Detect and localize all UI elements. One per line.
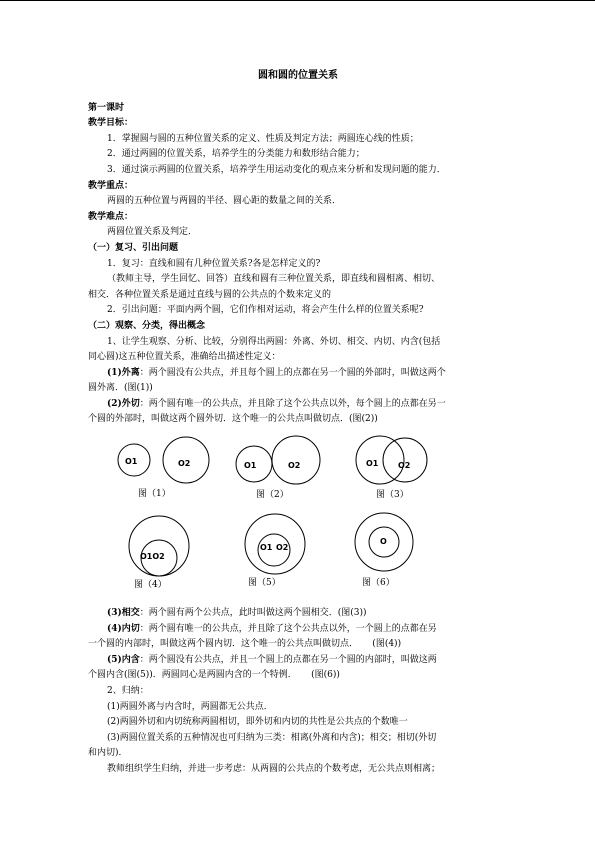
paragraph-continued: 相交．各种位置关系是通过直线与圆的公共点的个数来定义的 — [88, 289, 332, 300]
goals-heading: 教学目标： — [88, 118, 134, 129]
center-label: O2 — [276, 543, 289, 553]
figure-6 — [350, 510, 420, 594]
center-label: O1 — [125, 457, 138, 467]
term: (2)外切 — [107, 398, 140, 409]
definition-text: ：两个圆有两个公共点，此时叫做这两个圆相交．(图(3)) — [139, 608, 367, 619]
paragraph: 2．引出问题：平面内两个圆，它们作相对运动，将会产生什么样的位置关系呢? — [107, 305, 424, 316]
key-heading: 教学重点： — [88, 180, 134, 191]
figure-caption: 图（2） — [256, 490, 289, 501]
definition-external-tangent — [88, 397, 508, 413]
definition-containing — [88, 653, 508, 669]
center-label: O1 — [260, 543, 273, 553]
definition-text: ：两个圆有唯一的公共点，并且除了这个公共点以外，一个圆上的点都在另 — [139, 623, 437, 634]
term: (4)内切 — [107, 623, 140, 634]
figure-4 — [126, 512, 196, 594]
definition-external-separate — [88, 366, 508, 382]
summary-item: (2)两圆外切和内切统称两圆相切，即外切和内切的共性是公共点的个数唯一 — [107, 717, 408, 728]
figure-caption: 图（1） — [138, 489, 171, 500]
top-rule — [0, 0, 595, 1]
difficulty-text: 两圆位置关系及判定． — [107, 227, 198, 238]
paragraph: （教师主导，学生回忆、回答）直线和圆有三种位置关系，即直线和圆相离、相切、 — [107, 274, 441, 285]
figure-1 — [112, 434, 222, 504]
term: (3)相交 — [107, 608, 140, 619]
figure-caption: 图（3） — [376, 490, 409, 501]
center-label: O1 — [366, 459, 379, 469]
center-label: O2 — [398, 461, 411, 471]
goal-item: 2．通过两圆的位置关系，培养学生的分类能力和数形结合能力； — [107, 149, 365, 160]
paragraph-continued: 同心圆)这五种位置关系，准确给出描述性定义： — [88, 352, 281, 363]
difficulty-heading: 教学难点： — [88, 211, 134, 222]
definition-continued: 圆外离．(图(1)) — [88, 383, 153, 394]
figure-2 — [230, 430, 330, 504]
term: (5)内含 — [107, 654, 140, 665]
figure-caption: 图（5） — [248, 578, 281, 589]
definition-internal-tangent — [88, 622, 508, 638]
term: (1)外离 — [107, 367, 140, 378]
center-label: O1 — [244, 461, 257, 471]
summary-item: (1)两圆外离与内含时，两圆都无公共点． — [107, 701, 273, 712]
paragraph: 1．复习：直线和圆有几种位置关系?各是怎样定义的? — [107, 258, 321, 269]
center-label: O2 — [288, 461, 301, 471]
figure-5 — [242, 510, 312, 594]
definition-intersecting — [88, 606, 508, 622]
summary-continued: 和内切)． — [88, 748, 128, 759]
summary-item: (3)两圆位置关系的五种情况也可归纳为三类：相离(外离和内含)；相交；相切(外切 — [107, 732, 437, 743]
definition-continued: 个圆内含(图(5))．两圆同心是两圆内含的一个特例． (图(6)) — [88, 670, 340, 681]
center-label: O2 — [178, 459, 191, 469]
key-text: 两圆的五种位置与两圆的半径、圆心距的数量之间的关系． — [107, 196, 342, 207]
lesson-heading: 第一课时 — [88, 102, 125, 113]
goal-item: 1．掌握圆与圆的五种位置关系的定义、性质及判定方法；两圆连心线的性质； — [107, 133, 419, 144]
paragraph: 2、归纳： — [107, 686, 149, 697]
section-heading: （二）观察、分类，得出概念 — [88, 320, 206, 331]
document-page — [88, 68, 508, 778]
figure-caption: 图（6） — [362, 578, 395, 589]
goal-item: 3．通过演示两圆的位置关系，培养学生用运动变化的观点来分析和发现问题的能力． — [107, 164, 446, 175]
figures-area — [88, 428, 508, 598]
center-label: O1O2 — [140, 552, 165, 562]
paragraph: 教师组织学生归纳，并进一步考虑：从两圆的公共点的个数考虑，无公共点则相离； — [107, 764, 441, 774]
figure-3 — [350, 430, 450, 504]
center-label: O — [380, 537, 387, 547]
figure-4-drawing — [126, 512, 196, 580]
definition-continued: 一个圆的内部时，叫做这两个圆内切．这个唯一的公共点叫做切点． (图(4)) — [88, 639, 402, 650]
definition-text: ：两个圆没有公共点，并且一个圆上的点都在另一个圆的内部时，叫做这两 — [139, 654, 437, 665]
page-title: 圆和圆的位置关系 — [258, 70, 338, 81]
definition-continued: 个圆的外部时，叫做这两个圆外切．这个唯一的公共点叫做切点．(图(2)) — [88, 414, 378, 425]
paragraph: 1、让学生观察、分析、比较，分别得出两圆：外离、外切、相交、内切、内含(包括 — [107, 336, 441, 347]
definition-text: ：两个圆没有公共点，并且每个圆上的点都在另一个圆的外部时，叫做这两个 — [139, 367, 446, 378]
section-heading: （一）复习、引出问题 — [88, 242, 179, 253]
definition-text: ：两个圆有唯一的公共点，并且除了这个公共点以外，每个圆上的点都在另一 — [139, 398, 446, 409]
figure-caption: 图（4） — [134, 580, 167, 591]
